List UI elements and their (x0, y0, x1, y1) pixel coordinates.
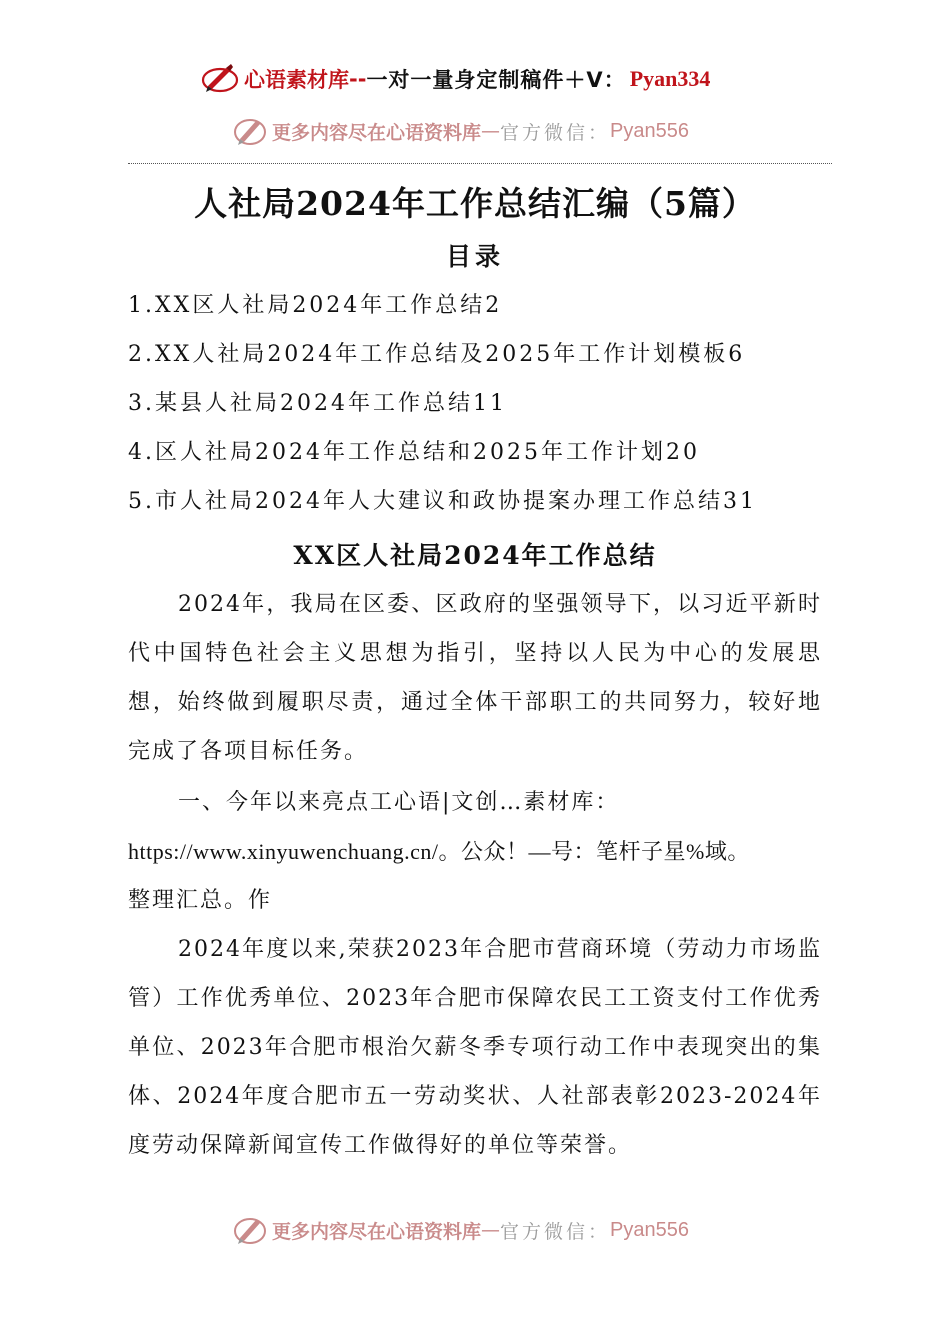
header-banner (200, 62, 710, 96)
table-of-contents (128, 284, 848, 529)
brand-name: 心语素材库 (244, 68, 349, 92)
highlights-heading: 一、今年以来亮点工心语|文创…素材库： (178, 790, 620, 815)
slogan-dash: — (481, 1219, 501, 1241)
slogan-main: 更多内容尽在心语资料库 (272, 121, 482, 144)
header-slogan (232, 114, 689, 148)
slogan-wechat-id: Pyan556 (610, 119, 689, 142)
wechat-id: Pyan334 (629, 66, 711, 91)
seal-logo-icon (232, 114, 268, 148)
footer-slogan (232, 1213, 689, 1247)
slogan-sub: 官方微信： (500, 1220, 611, 1243)
toc-item[interactable]: 2.XX人社局2024年工作总结及2025年工作计划模板6 (128, 342, 746, 367)
slogan-wechat-id: Pyan556 (610, 1218, 689, 1241)
toc-item[interactable]: 1.XX区人社局2024年工作总结2 (128, 293, 503, 318)
header-divider (128, 163, 832, 164)
slogan-dash: — (481, 120, 501, 142)
seal-logo-icon (232, 1213, 268, 1247)
highlights-paragraph (128, 778, 822, 925)
brand-separator: -- (349, 67, 367, 91)
toc-item[interactable]: 3.某县人社局2024年工作总结11 (128, 391, 507, 416)
custom-service-text: 一对一量身定制稿件＋V： (366, 68, 626, 92)
toc-item[interactable]: 5.市人社局2024年人大建议和政协提案办理工作总结31 (128, 489, 757, 514)
source-note-line: 整理汇总。作 (128, 888, 273, 913)
document-title: 人社局2024年工作总结汇编（5篇） (194, 184, 756, 223)
toc-heading: 目录 (445, 242, 504, 271)
intro-paragraph: 2024年，我局在区委、区政府的坚强领导下，以习近平新时代中国特色社会主义思想为指引，坚持以人民为中心的发展思想，始终做到履职尽责，通过全体干部职工的共同努力，较好地完成了各项目标任务。 (128, 592, 822, 764)
slogan-sub: 官方微信： (500, 121, 611, 144)
honors-paragraph: 2024年度以来,荣获2023年合肥市营商环境（劳动力市场监管）工作优秀单位、2023年合肥市保障农民工工资支付工作优秀单位、2023年合肥市根治欠薪冬季专项行动工作中表现突出的集体、2024年度合肥市五一劳动奖状、人社部表彰2023-2024年度劳动保障新闻宣传工作做得好的单位等荣誉。 (128, 937, 822, 1158)
slogan-main: 更多内容尽在心语资料库 (272, 1220, 482, 1243)
section-title: XX区人社局2024年工作总结 (293, 541, 657, 570)
source-url-line: https://www.xinyuwenchuang.cn/。公众！—号：笔杆子星%域。 (128, 839, 750, 864)
pen-logo-icon (200, 62, 240, 96)
toc-item[interactable]: 4.区人社局2024年工作总结和2025年工作计划20 (128, 440, 700, 465)
